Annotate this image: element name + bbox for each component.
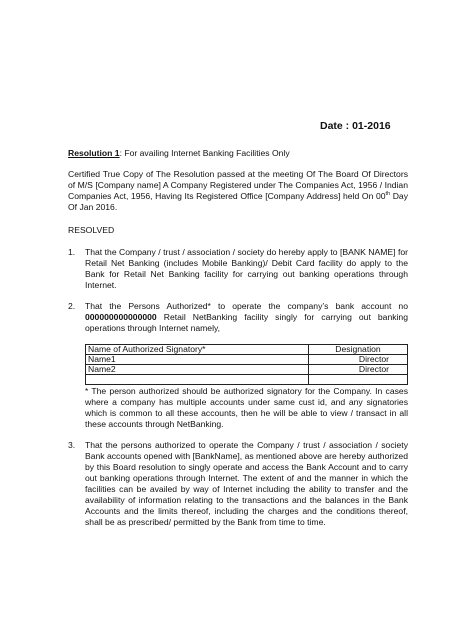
table-row — [86, 365, 408, 375]
resolution-item-3 — [68, 440, 408, 528]
resolution-heading — [68, 148, 408, 159]
resolved-heading: RESOLVED — [68, 225, 115, 235]
certified-superscript: th — [385, 191, 391, 198]
item-text: That the persons authorized to operate the Company / trust / association / society Bank accounts opened with [BankName], as mentioned above are hereby authorized by this Board resolution to singly operate and access the Bank Account and to carry out banking operations through Internet. The extent of and the manner in which the facilities can be availed by way of Internet including the ability to transfer and the availability of information relating to the transactions and the balances in the Bank Accounts and the limits thereof, including the charges and the conditions thereof, shall be as prescribed/ permitted by the Bank from time to time. — [85, 440, 408, 527]
signatory-designation: Director — [309, 355, 408, 365]
certified-paragraph — [68, 169, 408, 213]
signatory-name: Name1 — [86, 355, 309, 365]
resolution-item-1 — [68, 247, 408, 291]
item-text-post: Retail NetBanking facility singly for carrying out banking operations through Internet namely, — [85, 312, 408, 333]
signatory-designation: Director — [309, 365, 408, 375]
item-text-pre: That the Persons Authorized* to operate the company’s bank account no — [85, 301, 408, 311]
table-header-row — [86, 345, 408, 355]
item-text: That the Company / trust / association / society do hereby apply to [BANK NAME] for Retail Net Banking (includes Mobile Banking)/ Debit Card facility do apply to the Bank for Retail Net Banking facility for carrying out banking operations through Internet. — [85, 247, 408, 290]
account-number: 000000000000000 — [85, 312, 157, 322]
empty-cell — [86, 375, 309, 385]
signatory-table — [85, 344, 408, 385]
certified-tail: Day Of Jan 2016. — [68, 191, 408, 212]
authorization-note: * The person authorized should be authorized signatory for the Company. In cases where a company has multiple accounts under same cust id, and any signatories which is common to all these accounts, then he will be able to view / transact in all these accounts through NetBanking. — [85, 386, 408, 429]
signatory-name: Name2 — [86, 365, 309, 375]
empty-cell — [309, 375, 408, 385]
certified-text: Certified True Copy of The Resolution passed at the meeting Of The Board Of Directors of M/S [Company name] A Company Registered under The Companies Act, 1956 / Indian Companies Act, 1956, Having Its Registered Office [Company Address] held On 00 — [68, 169, 408, 201]
document-body — [68, 148, 408, 528]
table-row-empty — [86, 375, 408, 385]
resolution-title: : For availing Internet Banking Facilities Only — [119, 148, 290, 158]
item-number: 2. — [68, 301, 76, 311]
header-name: Name of Authorized Signatory* — [86, 345, 309, 355]
resolution-item-2 — [68, 301, 408, 334]
header-designation: Designation — [309, 345, 408, 355]
item-number: 1. — [68, 247, 76, 257]
resolution-label: Resolution 1 — [68, 148, 120, 158]
document-date: Date : 01-2016 — [320, 120, 391, 132]
table-row — [86, 355, 408, 365]
item-number: 3. — [68, 440, 76, 450]
